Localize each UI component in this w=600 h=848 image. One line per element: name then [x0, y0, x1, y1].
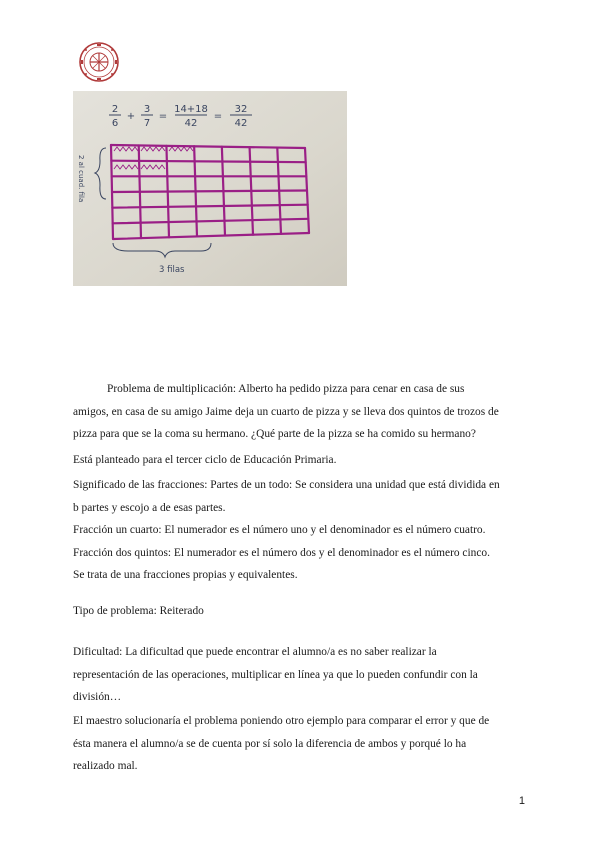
rows-label: 2 al cuad. fila — [77, 155, 85, 203]
problem-statement — [73, 378, 528, 446]
paragraph-meaning-line-2: b partes y escojo a de esas partes. — [73, 501, 226, 514]
term4-numerator: 32 — [234, 104, 248, 115]
term3-numerator: 14+18 — [174, 104, 208, 115]
term2-numerator: 3 — [143, 104, 151, 115]
equals-sign: = — [158, 111, 168, 122]
term4-denominator: 42 — [234, 118, 248, 129]
handwritten-exercise-photo — [73, 91, 347, 286]
paragraph-problem-line-1: Problema de multiplicación: Alberto ha pedido pizza para cenar en casa de sus — [107, 383, 465, 395]
paragraph-one-quarter: Fracción un cuarto: El numerador es el número uno y el denominador es el número cuatro. — [73, 524, 486, 536]
term1-numerator: 2 — [111, 104, 119, 115]
term3-denominator: 42 — [184, 118, 198, 129]
page-number: 1 — [518, 795, 525, 807]
seal-icon — [72, 40, 126, 84]
cycle-statement — [73, 449, 528, 472]
paragraph-difficulty-line-3: división… — [73, 691, 122, 703]
paragraph-difficulty-line-2: representación de las operaciones, multiplicar en línea ya que lo pueden confundir con la — [73, 668, 478, 681]
grid-row-line — [112, 191, 307, 193]
paragraph-proper-fractions: Se trata de una fracciones propias y equivalentes. — [73, 569, 298, 581]
university-seal-logo — [72, 40, 126, 84]
paragraph-two-fifths: Fracción dos quintos: El numerador es el número dos y el denominador es el número cinco. — [73, 546, 490, 559]
paragraph-difficulty-line-1: Dificultad: La dificultad que puede encontrar el alumno/a es no saber realizar la — [73, 646, 437, 658]
paragraph-problem-type: Tipo de problema: Reiterado — [73, 605, 204, 617]
problem-type — [73, 600, 528, 623]
paragraph-cycle: Está planteado para el tercer ciclo de Educación Primaria. — [73, 454, 337, 466]
paragraph-solution-line-1: El maestro solucionaría el problema poniendo otro ejemplo para comparar el error y que de — [73, 715, 490, 727]
paragraph-solution-line-2: ésta manera el alumno/a se de cuenta por sí solo la diferencia de ambos y porqué lo ha — [73, 737, 467, 750]
difficulty-section — [73, 641, 528, 709]
solution-section — [73, 710, 528, 778]
term2-denominator: 7 — [143, 118, 151, 129]
paragraph-solution-line-3: realizado mal. — [73, 760, 138, 772]
equals-sign: = — [213, 111, 223, 122]
plus-sign: + — [126, 111, 136, 122]
columns-label: 3 filas — [159, 265, 185, 275]
paragraph-meaning-line-1: Significado de las fracciones: Partes de un todo: Se considera una unidad que está dividida en — [73, 479, 500, 491]
paragraph-problem-line-3: pizza para que se la coma su hermano. ¿Qué parte de la pizza se ha comido su hermano? — [73, 428, 476, 440]
fraction-grid-figure — [73, 91, 347, 286]
fractions-meaning — [73, 474, 528, 587]
term1-denominator: 6 — [111, 118, 119, 129]
paragraph-problem-line-2: amigos, en casa de su amigo Jaime deja un cuarto de pizza y se lleva dos quintos de trozos de — [73, 405, 499, 418]
grid-row-line — [111, 161, 305, 163]
